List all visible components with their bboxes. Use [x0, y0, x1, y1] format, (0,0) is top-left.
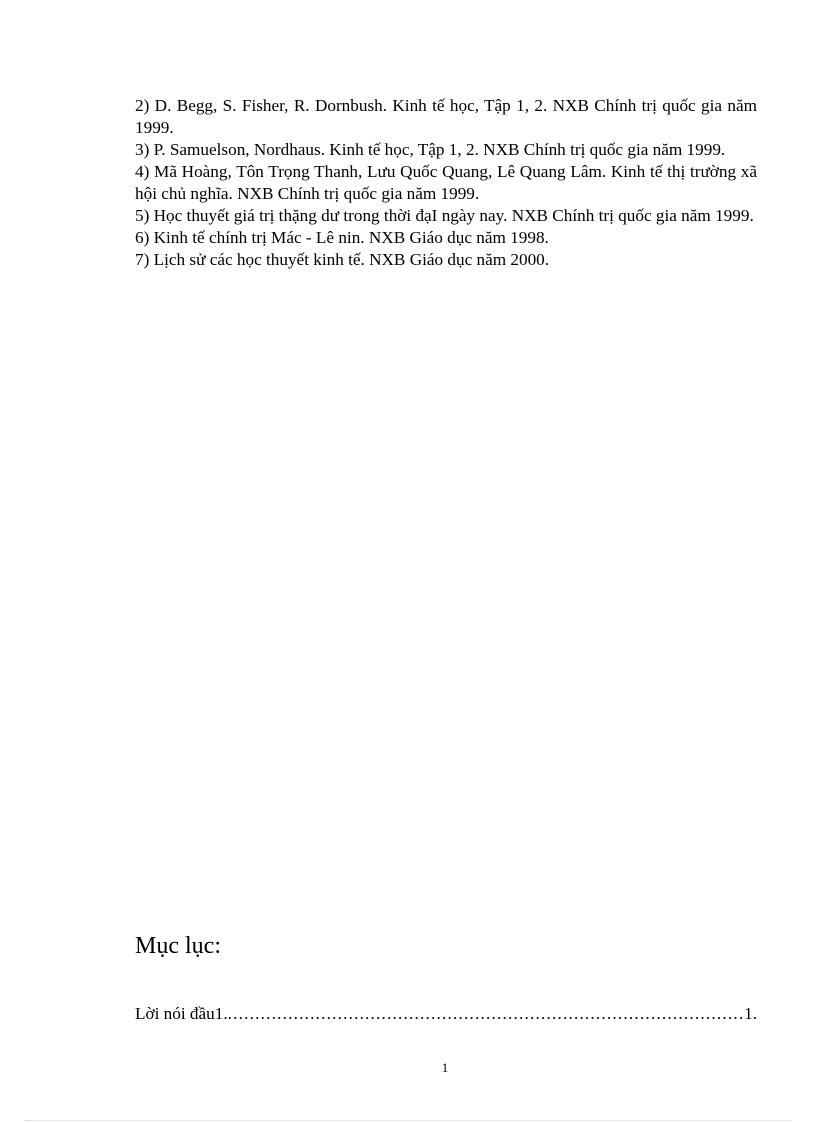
reference-item: 6) Kinh tế chính trị Mác - Lê nin. NXB Giáo dục năm 1998. [135, 228, 549, 247]
reference-item: 7) Lịch sử các học thuyết kinh tế. NXB Giáo dục năm 2000. [135, 250, 550, 269]
page-break-line [24, 1120, 792, 1121]
reference-item: 5) Học thuyết giá trị thặng dư trong thời đạI ngày nay. NXB Chính trị quốc gia năm 1999. [135, 206, 754, 225]
toc-title: Mục lục: [135, 933, 221, 959]
toc-entry[interactable] [135, 1003, 757, 1025]
page-number: 1 [441, 1060, 449, 1075]
reference-item: 4) Mã Hoàng, Tôn Trọng Thanh, Lưu Quốc Quang, Lê Quang Lâm. Kinh tế thị trường xã hội chủ nghĩa. NXB Chính trị quốc gia năm 1999. [135, 162, 757, 203]
toc-entry-label: Lời nói đầu1. [135, 1004, 228, 1023]
reference-item: 3) P. Samuelson, Nordhaus. Kinh tế học, Tập 1, 2. NXB Chính trị quốc gia năm 1999. [135, 140, 726, 159]
toc-entry-page: 1. [744, 1004, 757, 1023]
toc-dot-leader [228, 1003, 744, 1025]
reference-item: 2) D. Begg, S. Fisher, R. Dornbush. Kinh tế học, Tập 1, 2. NXB Chính trị quốc gia năm 1999. [135, 96, 757, 137]
reference-list [135, 95, 757, 271]
